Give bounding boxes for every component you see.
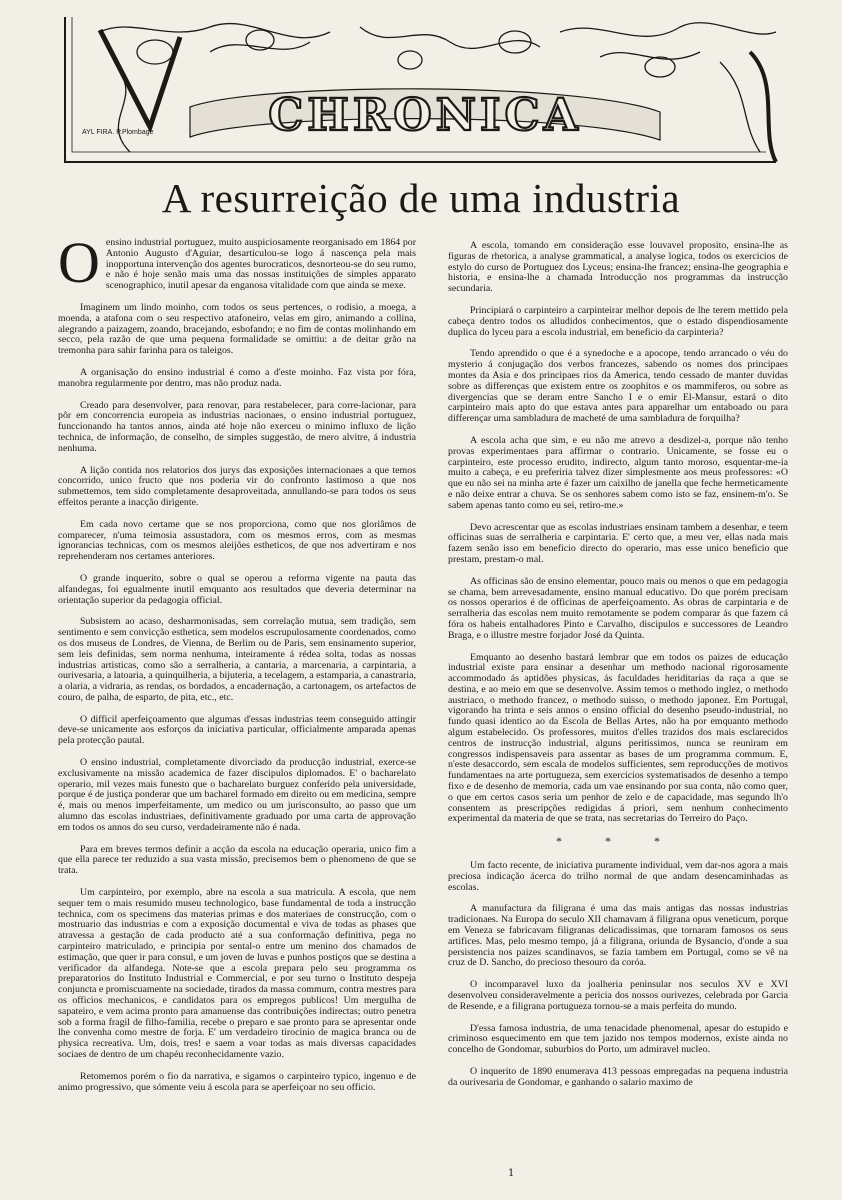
paragraph: A escola acha que sim, e eu não me atrevo a desdizel-a, porque não tenho provas experimentaes para affirmar o contrario. Unicamente, se fosse eu o carpinteiro, este processo erudito, indirecto, algum tanto moroso, esquentar-me-ia muito a cabeça, e eu preferiria talvez dizer simplesmente aos meus professores: «O que eu não sei na minha arte é fazer um caixilho de janella que feche hermeticamente e não deixe entrar a chuva. Se os senhores sabem como isto se faz, ensinem-m'o. Se sabem apenas tanto como eu sei, retiro-me.» (448, 434, 788, 511)
paragraph: Um facto recente, de iniciativa puramente individual, vem dar-nos agora a mais preciosa indicação ácerca do trilho normal de que andam desencaminhadas as escolas. (448, 860, 788, 893)
paragraph: Tendo aprendido o que é a synedoche e a apocope, tendo arrancado o véu do mysterio á conjugação dos verbos francezes, sabendo os nomes dos principaes montes da Asia e dos principaes rios da America, tendo cessado de manter duvidas sobre as differenças que existem entre os zoophitos e os mammiferos, ou sobre as divergencias que se deram entre Sancho I e o emir El-Mansur, estará o dito carpinteiro mais apto do que estava antes para apparelhar um entaboado ou para differençar uma sambladura de macheté de uma sambladura de forquilha? (448, 348, 788, 425)
banner-text: CHRONICA (268, 90, 582, 141)
paragraph: Devo acrescentar que as escolas industriaes ensinam tambem a desenhar, e teem officinas suas de serralheria e carpintaria. E' certo que, a meu ver, ellas nada mais fazem senão isso em beneficio directo do operario, mas esse unico beneficio que prestam, prestam-o mal. (448, 521, 788, 565)
paragraph: A escola, tomando em consideração esse louvavel proposito, ensina-lhe as figuras de rhetorica, a analyse grammatical, a analyse logica, todos os exercicios de estylo do curso de Portuguez dos Lyceus; ensina-lhe francez; ensina-lhe geographia e historia, e ensina-lhe a chamada Introducção nos programmas da instrucção secundaria. (448, 240, 788, 295)
header-ornament (60, 12, 784, 170)
paragraph: Subsistem ao acaso, desharmonisadas, sem correlação mutua, sem tradição, sem sentimento e sem convicção esthetica, sem modelos escrupulosamente coordenados, como os dos museus de Londres, de Vienna, de Berlim ou de Paris, sem ensinamento superior, sem leis definidas, sem norma nenhuma, inteiramente á rédea solta, todas as nossas industrias artisticas, como são a serralheria, a cantaria, a marcenaria, a carpintaria, a ourivesaria, a latoaria, a quinquilheria, a bijuteria, a tecelagem, a estamparia, a canastraria, a olaria, a vidraria, as rendas, os bordados, a encadernação, a cartonagem, os artefactos de couro, de palha, de esparto, de pita, etc., etc. (58, 616, 416, 703)
footer-mark: 1 (508, 1168, 515, 1179)
paragraph: Em cada novo certame que se nos proporciona, como que nos gloriâmos de comparecer, n'uma teimosia assustadora, com os mesmos erros, com as mesmas ignorancias technicas, com os mesmos aleijões estheticos, de que nos advertiram e nos reprehenderam nos certames anteriores. (58, 518, 416, 563)
paragraph: Principiará o carpinteiro a carpinteirar melhor depois de lhe terem mettido pela cabeça dentro todos os alludidos conhecimentos, que o estado dispendiosamente duplica do lyceu para a escola industrial, em beneficio da carpinteria? (448, 304, 788, 338)
paragraph: A manufactura da filigrana é uma das mais antigas das nossas industrias tradicionaes. Na Europa do seculo XII chamavam á filigrana opus veneticum, porque em Veneza se fabricavam filigranas delicadissimas, que tornaram famosos os seus artifices. Mas, pelo mesmo tempo, já a filigrana, oriunda de Bysancio, d'onde a sua persistencia nos paizes scandinavos, se fazia tambem em Portugal, como se vê na cruz de D. Sancho, do precioso thesouro da coróa. (448, 903, 788, 969)
artist-signature: AYL FIRA. P.Plombage (82, 129, 154, 136)
paragraph: Um carpinteiro, por exemplo, abre na escola a sua matricula. A escola, que nem sequer tem o mais resumido museu technologico, base fundamental de toda a instrucção technica, com os specimens das materias primas e dos materiaes de construcção, com o mostruario das industrias e com a exposição documental e viva de todas as phases que atravessa a gestação de cada producto até a sua conformação definitiva, pega no carpinteiro matriculado, e principia por sental-o entre um menino dos chamados de estimação, que quer ir para consul, e um joven de luvas e punhos postiços que se destina a verificador da alfandega. Note-se que a escola prepara pelo seu programma os preparatorios do Instituto Industrial e Commercial, e por seu turno o Instituto despeja conjuncta e promiscuamente na sociedade, tirados da massa commum, contra mestres para os officios mechanicos, e candidatos para os empregos publicos! Um mergulha de sapateiro, e vem acima pronto para amanuense das contribuições indirectas; outro penetra sob a forma fragil de filho-familia, recebe o preparo e sae pronto para se apresentar onde lhe convenha como mestre de forja. E' um verdadeiro tirocinio de magica branca ou de physica recreativa. Um, dois, tres! e saem a voar todas as mais diversas capacidades sociaes de dentro de um chapéu reconhecidamente vazio. (58, 887, 416, 1060)
section-divider-stars: * * * (556, 834, 680, 849)
paragraph: O grande inquerito, sobre o qual se operou a reforma vigente na pauta das alfandegas, foi egualmente inutil emquanto aos resultados que deveria determinar na orientação superior da pedagogia official. (58, 572, 416, 606)
paragraph: As officinas são de ensino elementar, pouco mais ou menos o que em pedagogia se chama, bem arrevesadamente, ensino manual educativo. Do que porém precisam os nossos operarios é de officinas de aperfeiçoamento. As obras de carpintaria e de serralheria das escolas nem muito remotamente se podem comparar ás que fazem cá fóra os habeis entalhadores Pinto e Carvalho, discipulos e successores de Leandro Braga, e o illustre mestre forjador José da Quinta. (448, 575, 788, 641)
paragraph: A organisação do ensino industrial é como a d'este moinho. Faz vista por fóra, manobra regularmente por dentro, mas não produz nada. (58, 366, 416, 389)
left-column (58, 230, 416, 1104)
paragraph: O ensino industrial, completamente divorciado da producção industrial, exerce-se exclusivamente na missão academica de fazer discipulos diplomados. E' o bacharelato operario, mil vezes mais funesto que o bacharelato burguez conferido pela universidade, porque é de justiça ponderar que um bacharel formado em direito ou em medicina, sempre é, mais ou menos imperfeitamente, um medico ou um jurisconsulto, ao passo que um alumno das escolas industriaes, definitivamente graduado por uma carta de approvação em todos os annos do seu curso, verdadeiramente não é nada. (58, 757, 416, 833)
paragraph: Oensino industrial portuguez, muito auspiciosamente reorganisado em 1864 por Antonio Augusto d'Aguiar, desarticulou-se logo á nascença pela mais inopportuna intervenção dos agentes burocraticos, desnorteou-se do seu rumo, e não é hoje senão mais uma das nossas instituições de simples apparato scenographico, inutil apesar da enganosa vitalidade com que ainda se mexe. (58, 230, 416, 295)
paragraph: O inquerito de 1890 enumerava 413 pessoas empregadas na pequena industria da ourivesaria de Gondomar, e ganhando o salario maximo de (448, 1066, 788, 1088)
right-column (448, 241, 788, 1100)
drop-cap: O (58, 230, 100, 295)
article-title: A resurreição de uma industria (161, 175, 681, 221)
paragraph: Creado para desenvolver, para renovar, para restabelecer, para corre-lacionar, para pôr em concorrencia europeia as industrias nacionaes, o ensino industrial portuguez, funccionando ha tantos annos, ainda até hoje não exerceu o minimo influxo de lição technica, de informação, de conselho, de simples suggestão, de mero alvitre, á industria nenhuma. (58, 399, 416, 454)
paragraph: O incomparavel luxo da joalheria peninsular nos seculos XV e XVI desenvolveu consideravelmente a pericia dos nossos ourivezes, celebrada por Garcia de Resende, e a filigrana portugueza tornou-se a mais perfeita do mundo. (448, 979, 788, 1012)
paragraph: D'essa famosa industria, de uma tenacidade phenomenal, apesar do estupido e criminoso esquecimento em que tem jazido nos tempos modernos, existe ainda no concelho de Gondomar, suburbios do Porto, um admiravel nucleo. (448, 1022, 788, 1056)
paragraph: Imaginem um lindo moinho, com todos os seus pertences, o rodisio, a moega, a moenda, a atafona com o seu respectivo atafoneiro, velas em giro, animando a collina, alegrando a paizagem, zoando, bracejando, esbofando; e no fim de contas molinhando em secco, pela razão de que uma pequena formalidade se omittiu: a de deitar grão na tremonha para sahir farinha para os taleigos. (58, 301, 416, 357)
paragraph: Retomemos porém o fio da narrativa, e sigamos o carpinteiro typico, ingenuo e de animo progressivo, que sómente veiu á escola para se aperfeiçoar no seu officio. (58, 1070, 416, 1093)
chronica-header-illustration (60, 12, 784, 170)
paragraph: A lição contida nos relatorios dos jurys das exposições internacionaes a que temos concorrido, unico fructo que nos poderia vir do confronto lastimoso a que nos submettemos, tem sido completamente desaproveitada, annullando-se para todos os seus effeitos perante a inacção dirigente. (58, 464, 416, 508)
paragraph: Emquanto ao desenho bastará lembrar que em todos os paizes de educação industrial existe para ensinar a desenhar um methodo nacional rigorosamente accommodado ás aptidões physicas, ás faculdades heriditarias da raça a que se destina, e ao meio em que se desenvolve. Assim temos o methodo inglez, o methodo austriaco, o methodo francez, o methodo suisso, o methodo japonez. Em Portugal, vigorando ha trinta e seis annos o ensino official do desenho pseudo-industrial, no fundo quasi identico ao da Escola de Bellas Artes, não ha por emquanto methodo algum estabelecido. Os professores, muitos d'elles trazidos dos mais esclarecidos centros de instrucção industrial, alguns peritissimos, nunca se reuniram em congressos indispensaveis para assentar as bases de um programma commum. E, n'este desaccordo, sem escala de modelos sufficientes, sem reproducções de motivos fundamentaes na arte portugueza, sem exercicios systematisados de desenho a tempo fixo e de desenho de memoria, cada um vae ensinando por sua conta, não como quer, o que em certos casos seria um penhor de zelo e de capacidade, mas segundo lh'o consentem as prescripções redigidas á priori, sem nenhum conhecimento experimental da materia de que se trata, nas secretarias do Terreiro do Paço. (448, 651, 788, 825)
paragraph: O difficil aperfeiçoamento que algumas d'essas industrias teem conseguido attingir deve-se unicamente aos esforços da iniciativa particular, officialmente amparada apenas pela protecção pautal. (58, 713, 416, 747)
paragraph: Para em breves termos definir a acção da escola na educação operaria, unico fim a que ella parece ter reduzido a sua vasta missão, precisemos bem o phenomeno de que se trata. (58, 843, 416, 877)
